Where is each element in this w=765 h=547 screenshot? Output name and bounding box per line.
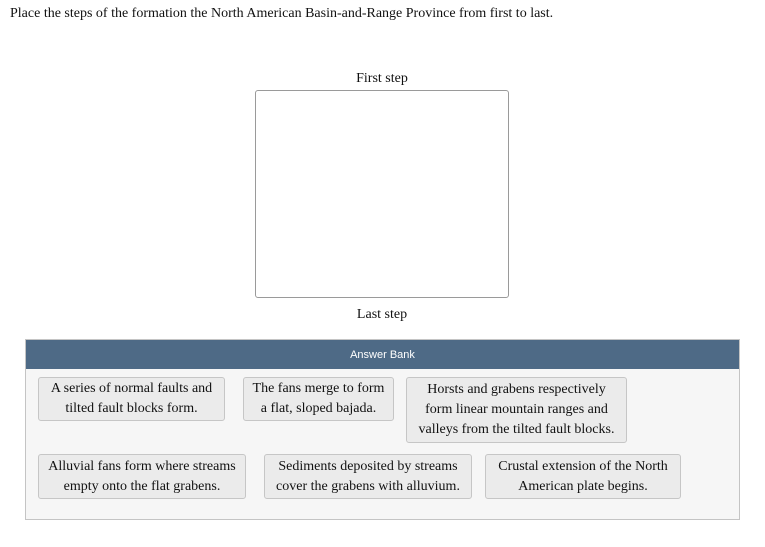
answer-bank-header: Answer Bank: [26, 340, 739, 369]
ordering-drop-zone[interactable]: [255, 90, 509, 298]
first-step-label: First step: [356, 71, 408, 86]
answer-card-crustal-extension[interactable]: [485, 454, 681, 499]
answer-bank: [25, 339, 740, 520]
answer-card-horsts-grabens[interactable]: [406, 377, 627, 443]
answer-card-text: Horsts and grabens respectively form linear mountain ranges and valleys from the tilted fault blocks.: [418, 382, 615, 437]
answer-card-text: Crustal extension of the North American plate begins.: [498, 458, 668, 494]
last-step-label: Last step: [356, 307, 408, 322]
answer-card-bajada[interactable]: [243, 377, 394, 421]
answer-card-text: A series of normal faults and tilted fault blocks form.: [50, 381, 213, 416]
answer-card-text: Alluvial fans form where streams empty onto the flat grabens.: [48, 458, 236, 494]
answer-card-alluvial-fans[interactable]: [38, 454, 246, 499]
answer-card-text: The fans merge to form a flat, sloped bajada.: [252, 381, 385, 416]
answer-card-normal-faults[interactable]: [38, 377, 225, 421]
answer-card-sediments[interactable]: [264, 454, 472, 499]
question-instruction: Place the steps of the formation the North American Basin-and-Range Province from first to last.: [10, 6, 554, 21]
answer-card-text: Sediments deposited by streams cover the grabens with alluvium.: [276, 458, 460, 494]
